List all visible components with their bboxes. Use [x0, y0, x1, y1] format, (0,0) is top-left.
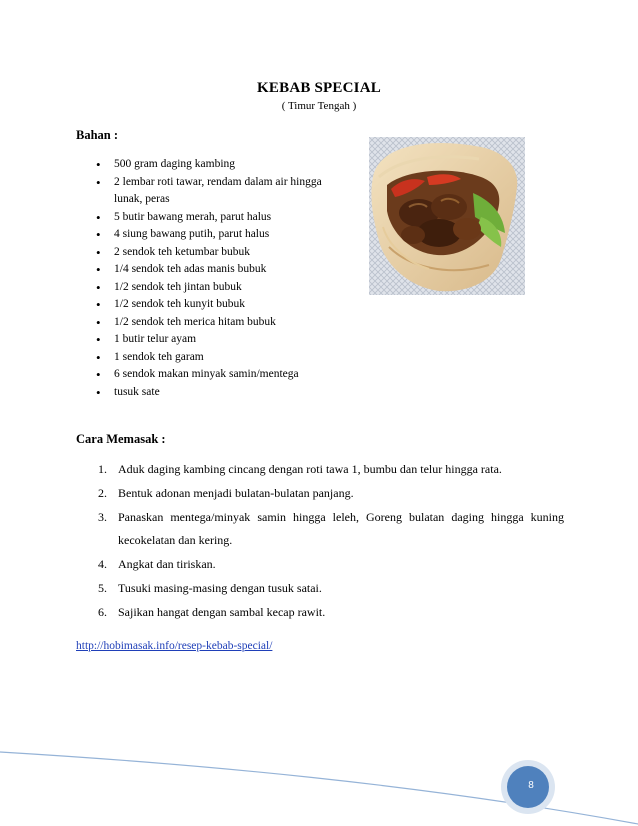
list-item: • 4 siung bawang putih, parut halus: [96, 226, 346, 244]
list-item: • 500 gram daging kambing: [96, 156, 346, 174]
list-item: • 1 sendok teh garam: [96, 349, 346, 367]
list-item: • 1/2 sendok teh kunyit bubuk: [96, 296, 346, 314]
list-item: • 1/2 sendok teh merica hitam bubuk: [96, 314, 346, 332]
list-item: • 1/4 sendok teh adas manis bubuk: [96, 261, 346, 279]
ingredients-list: [96, 156, 346, 401]
list-item: 5. Tusuki masing-masing dengan tusuk satai.: [98, 580, 322, 595]
ingredients-heading: Bahan :: [76, 128, 119, 142]
list-item: • 1 butir telur ayam: [96, 331, 346, 349]
page-subtitle: ( Timur Tengah ): [281, 100, 357, 112]
list-item: • 2 sendok teh ketumbar bubuk: [96, 244, 346, 262]
source-link[interactable]: http://hobimasak.info/resep-kebab-special/: [76, 640, 273, 652]
list-item: 6. Sajikan hangat dengan sambal kecap rawit.: [98, 604, 326, 619]
list-item: 1. Aduk daging kambing cincang dengan roti tawa 1, bumbu dan telur hingga rata.: [98, 462, 502, 476]
kebab-photo: [369, 137, 525, 295]
steps-list: [98, 458, 564, 625]
list-item: 2. Bentuk adonan menjadi bulatan-bulatan panjang.: [98, 485, 354, 500]
page-number: 8: [528, 780, 534, 791]
list-item: • 1/2 sendok teh jintan bubuk: [96, 279, 346, 297]
method-heading: Cara Memasak :: [76, 432, 166, 446]
list-item: 4. Angkat dan tiriskan.: [98, 557, 216, 572]
list-item: • tusuk sate: [96, 384, 346, 402]
page-title: KEBAB SPECIAL: [257, 80, 381, 96]
list-item: 3. Panaskan mentega/minyak samin hingga leleh, Goreng bulatan daging hingga kuning kecokelatan dan kering.: [98, 509, 564, 548]
list-item: • 5 butir bawang merah, parut halus: [96, 209, 346, 227]
list-item: • 6 sendok makan minyak samin/mentega: [96, 366, 346, 384]
list-item: • 2 lembar roti tawar, rendam dalam air hingga lunak, peras: [96, 174, 346, 209]
